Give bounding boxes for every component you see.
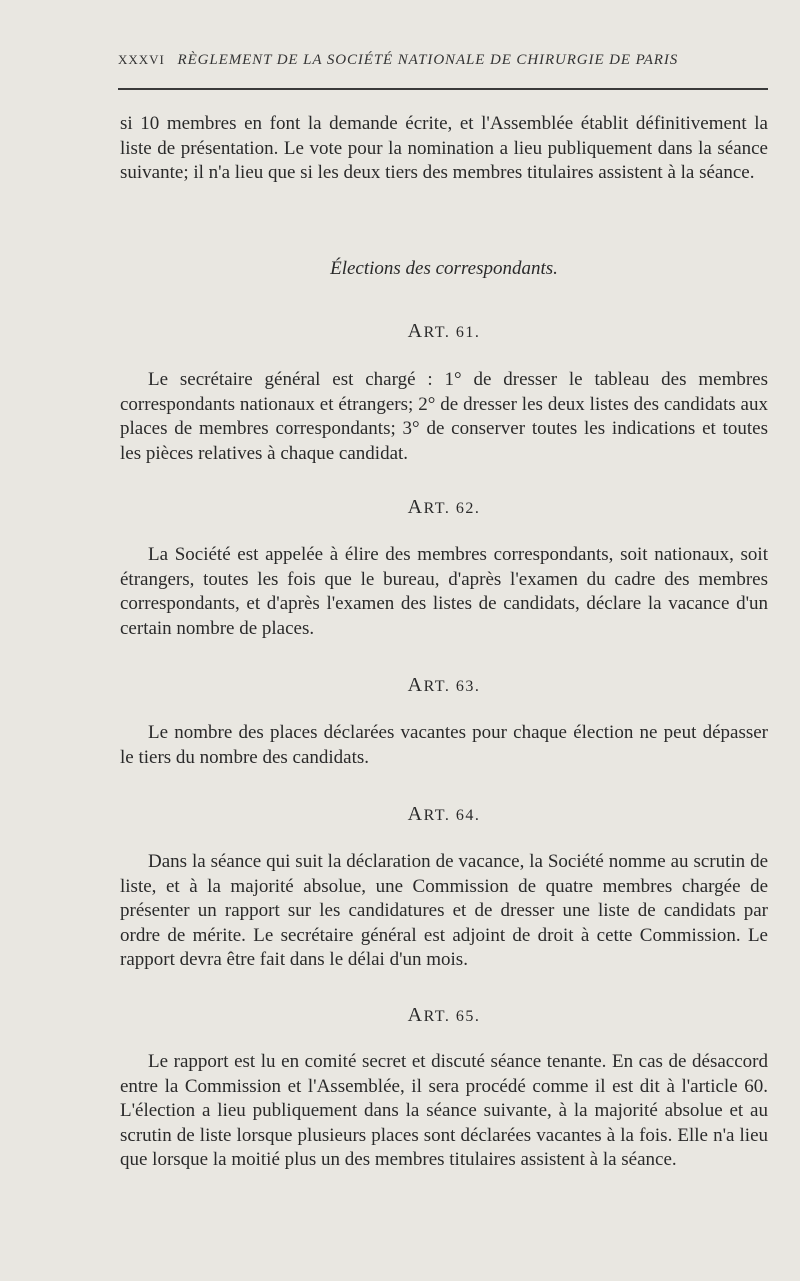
running-header (118, 52, 768, 69)
running-title: RÈGLEMENT DE LA SOCIÉTÉ NATIONALE DE CHIRURGIE DE PARIS (177, 52, 679, 68)
article-63-text: Le nombre des places déclarées vacantes pour chaque élection ne peut dépasser le tiers du nombre des candidats. (120, 722, 768, 768)
article-65-text: Le rapport est lu en comité secret et discuté séance tenante. En cas de désaccord entre la Commission et l'Assemblée, il sera procédé comme il est dit à l'article 60. L'élection a lieu publiquement dans la séance suivante, à la majorité absolue et au scrutin de liste lorsque plusieurs places sont déclarées vacantes à la fois. Elle n'a lieu que lorsque la moitié plus un des membres titulaires assistent à la séance. (120, 1051, 768, 1170)
article-65-heading: ART. 65. (407, 1004, 481, 1026)
section-title: Élections des correspondants. (330, 258, 558, 279)
article-61-heading: ART. 61. (407, 320, 481, 342)
article-63-heading: ART. 63. (407, 674, 481, 696)
header-rule (118, 88, 768, 90)
page-number: XXXVI (118, 52, 165, 67)
article-64-heading: ART. 64. (407, 803, 481, 825)
article-61-text: Le secrétaire général est chargé : 1° de dresser le tableau des membres correspondants nationaux et étrangers; 2° de dresser les deux listes des candidats aux places de membres correspondants; 3° de conserver toutes les indications et toutes les pièces relatives à chaque candidat. (120, 369, 768, 464)
article-64-text: Dans la séance qui suit la déclaration de vacance, la Société nomme au scrutin de liste, et à la majorité absolue, une Commission de quatre membres chargée de présenter un rapport sur les candidatures et de dresser une liste de candidats par ordre de mérite. Le secrétaire général est adjoint de droit à cette Commission. Le rapport devra être fait dans le délai d'un mois. (120, 851, 768, 970)
intro-paragraph: si 10 membres en font la demande écrite, et l'Assemblée établit définitivement la liste de présentation. Le vote pour la nomination a lieu publiquement dans la séance suivante; il n'a lieu que si les deux tiers des membres titulaires assistent à la séance. (120, 113, 768, 183)
article-62-heading: ART. 62. (407, 496, 481, 518)
article-62-text: La Société est appelée à élire des membres correspondants, soit nationaux, soit étrangers, toutes les fois que le bureau, d'après l'examen du cadre des membres correspondants, et d'après l'examen des listes de candidats, déclare la vacance d'un certain nombre de places. (120, 544, 768, 639)
